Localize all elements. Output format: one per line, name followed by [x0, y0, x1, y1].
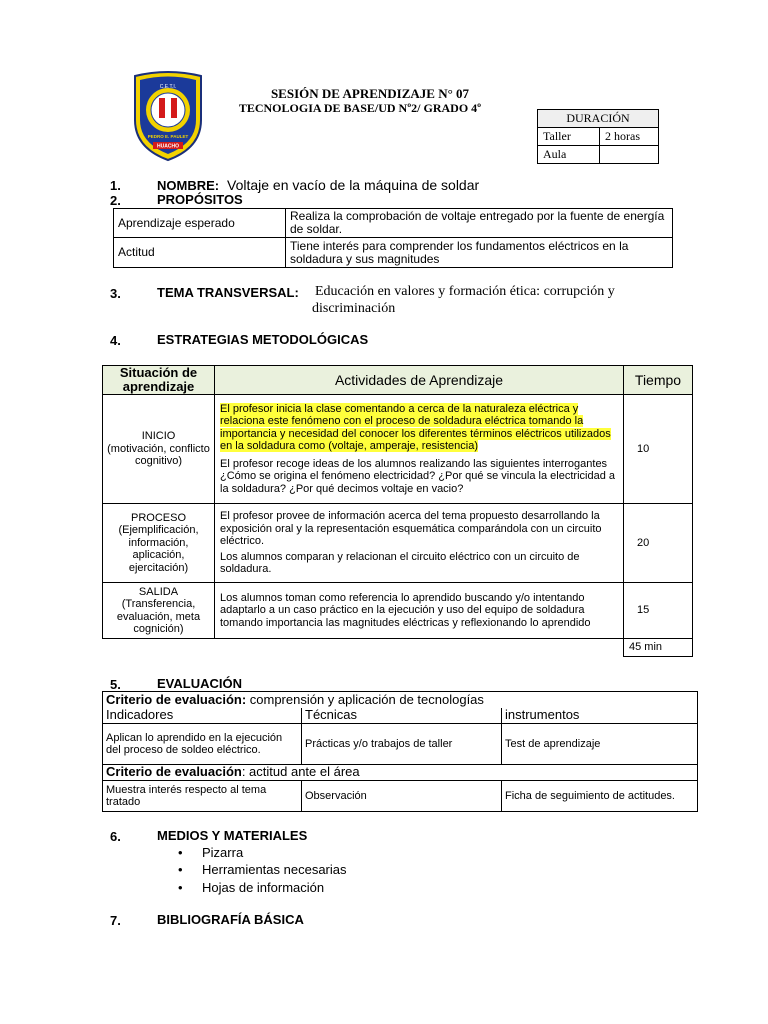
purpose-value: Realiza la comprobación de voltaje entregado por la fuente de energía de soldar. — [286, 209, 673, 238]
duration-label: Taller — [538, 128, 600, 146]
activity-text: Los alumnos toman como referencia lo aprendido buscando y/o intentando adaptarlo a un caso práctico en la ejecución y uso del equipo de soldadura tomando importancia las magnitudes eléctricas y reflexionando lo aprendido — [215, 583, 624, 639]
evaluation-table — [102, 691, 698, 812]
duration-label: Aula — [538, 146, 600, 164]
technique-cell: Observación — [302, 781, 502, 812]
situation-detail: (Transferencia, evaluación, meta cognición) — [116, 598, 201, 635]
indicator-cell: Muestra interés respecto al tema tratado — [103, 781, 302, 812]
section-5-number: 5. — [110, 677, 121, 692]
bullet-marker: • — [178, 845, 183, 860]
section-1-value: Voltaje en vacío de la máquina de soldar — [227, 177, 480, 193]
time-cell: 15 — [624, 583, 693, 639]
activity-text: Los alumnos comparan y relacionan el circuito eléctrico con un circuito de soldadura. — [220, 550, 580, 576]
purpose-key: Actitud — [114, 238, 286, 268]
indicator-cell: Aplican lo aprendido en la ejecución del proceso de soldeo eléctrico. — [103, 724, 302, 765]
col-header-indicators: Indicadores — [103, 708, 302, 724]
header-activities: Actividades de Aprendizaje — [215, 366, 624, 395]
instrument-cell: Ficha de seguimiento de actitudes. — [502, 781, 698, 812]
section-3-number: 3. — [110, 286, 121, 301]
section-1-label: NOMBRE: — [157, 178, 220, 193]
situation-title: INICIO — [141, 430, 176, 443]
situation-cell — [103, 395, 215, 504]
school-crest-logo — [131, 70, 205, 162]
time-cell: 20 — [624, 504, 693, 583]
logo-top-text: C.E.T.I. — [159, 84, 177, 90]
section-6-label: MEDIOS Y MATERIALES — [157, 828, 308, 843]
section-2-number: 2. — [110, 193, 121, 208]
section-7-number: 7. — [110, 913, 121, 928]
section-5-label: EVALUACIÓN — [157, 676, 242, 691]
section-6-number: 6. — [110, 829, 121, 844]
technique-cell: Prácticas y/o trabajos de taller — [302, 724, 502, 765]
situation-title: SALIDA — [138, 585, 179, 598]
section-4-number: 4. — [110, 333, 121, 348]
header-time: Tiempo — [624, 366, 693, 395]
situation-cell — [103, 583, 215, 639]
session-subtitle: TECNOLOGIA DE BASE/UD Nº2/ GRADO 4º — [238, 101, 482, 115]
situation-cell — [103, 504, 215, 583]
logo-arc-text: PEDRO E. PAULET — [147, 134, 189, 139]
instrument-cell: Test de aprendizaje — [502, 724, 698, 765]
situation-detail: (motivación, conflicto cognitivo) — [107, 442, 210, 468]
time-cell: 10 — [624, 395, 693, 504]
activity-text: El profesor recoge ideas de los alumnos realizando las siguientes interrogantes ¿Cómo se origina el fenómeno electricidad? ¿Por qué se vincula la electricidad a la soldadura? ¿Por qué decimos voltaje en vacio? — [220, 457, 615, 495]
purpose-key: Aprendizaje esperado — [114, 209, 286, 238]
activity-highlighted: El profesor inicia la clase comentando a cerca de la naturaleza eléctrica y relaciona este fenómeno con el proceso de soldadura eléctrica tomando la importancia y necesidad del conocer los diferentes términos eléctricos utilizados en la soldadura como (voltaje, amperaje, resistencia) — [220, 402, 611, 453]
total-time: 45 min — [624, 639, 693, 657]
criterion-2: Criterio de evaluación: actitud ante el área — [103, 765, 698, 781]
session-title: SESIÓN DE APRENDIZAJE N° 07 — [270, 86, 470, 101]
section-3-value-cont: discriminación — [312, 301, 396, 316]
col-header-techniques: Técnicas — [302, 708, 502, 724]
activity-cell — [215, 395, 624, 504]
purpose-value: Tiene interés para comprender los fundamentos eléctricos en la soldadura y sus magnitudes — [286, 238, 673, 268]
section-7-label: BIBLIOGRAFÍA BÁSICA — [157, 912, 304, 927]
activity-text: El profesor provee de información acerca del tema propuesto desarrollando la exposición oral y la representación esquemática comparándola con un circuito eléctrico. — [220, 510, 602, 548]
section-4-label: ESTRATEGIAS METODOLÓGICAS — [157, 332, 369, 347]
header-situation: Situación de aprendizaje — [103, 366, 215, 395]
logo-bottom-text: HUACHO — [157, 143, 179, 150]
situation-detail: (Ejemplificación, información, aplicación, ejercitación) — [118, 524, 199, 574]
duration-value: 2 horas — [600, 128, 659, 146]
col-header-instruments: instrumentos — [502, 708, 698, 724]
material-item: Herramientas necesarias — [202, 862, 347, 877]
bullet-marker: • — [178, 862, 183, 877]
section-3-value: Educación en valores y formación ética: corrupción y — [315, 284, 615, 299]
bullet-marker: • — [178, 880, 183, 895]
section-1-line — [157, 177, 479, 193]
situation-title: PROCESO — [130, 511, 186, 524]
purposes-table — [113, 208, 673, 268]
section-3-label: TEMA TRANSVERSAL: — [157, 285, 299, 300]
section-2-label: PROPÓSITOS — [157, 192, 243, 207]
section-1-number: 1. — [110, 178, 121, 193]
duration-table — [537, 109, 659, 164]
criterion-1: Criterio de evaluación: comprensión y aplicación de tecnologías — [103, 692, 698, 708]
activity-cell — [215, 504, 624, 583]
duration-heading: DURACIÓN — [538, 110, 659, 128]
methodology-table — [102, 365, 693, 657]
material-item: Hojas de información — [202, 880, 325, 895]
duration-value — [600, 146, 659, 164]
material-item: Pizarra — [202, 845, 244, 860]
